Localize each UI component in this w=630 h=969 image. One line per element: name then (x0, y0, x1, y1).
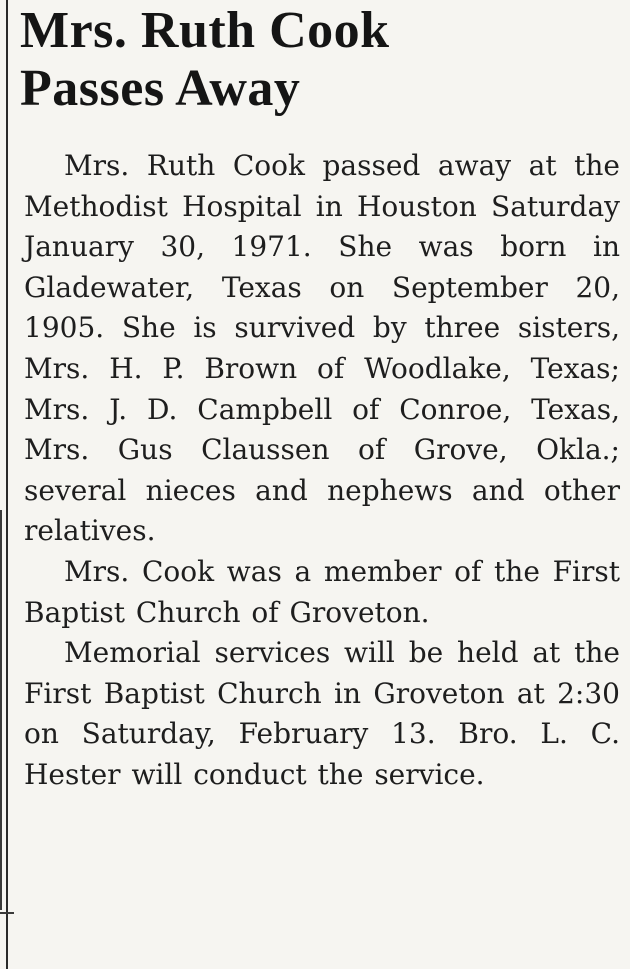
obituary-body (24, 146, 620, 796)
column-rule-left (6, 0, 8, 969)
paragraph-death-notice: Mrs. Ruth Cook passed away at the Methodist Hospital in Houston Saturday January 30, 1971. She was born in Gladewater, Texas on September 20, 1905. She is survived by three sisters, Mrs. H. P. Brown of Woodlake, Texas; Mrs. J. D. Campbell of Conroe, Texas, Mrs. Gus Claussen of Grove, Okla.; several nieces and nephews and other relatives. (24, 149, 620, 548)
obituary-headline (20, 2, 620, 118)
column-rule-edge (0, 510, 2, 910)
headline-line-1: Mrs. Ruth Cook (20, 2, 390, 59)
paragraph-memorial-services: Memorial services will be held at the First Baptist Church in Groveton at 2:30 on Saturday, February 13. Bro. L. C. Hester will conduct the service. (24, 636, 620, 791)
column-rule-tick (0, 912, 14, 914)
paragraph-church-membership: Mrs. Cook was a member of the First Baptist Church of Groveton. (24, 554, 620, 629)
headline-line-2: Passes Away (20, 60, 301, 117)
